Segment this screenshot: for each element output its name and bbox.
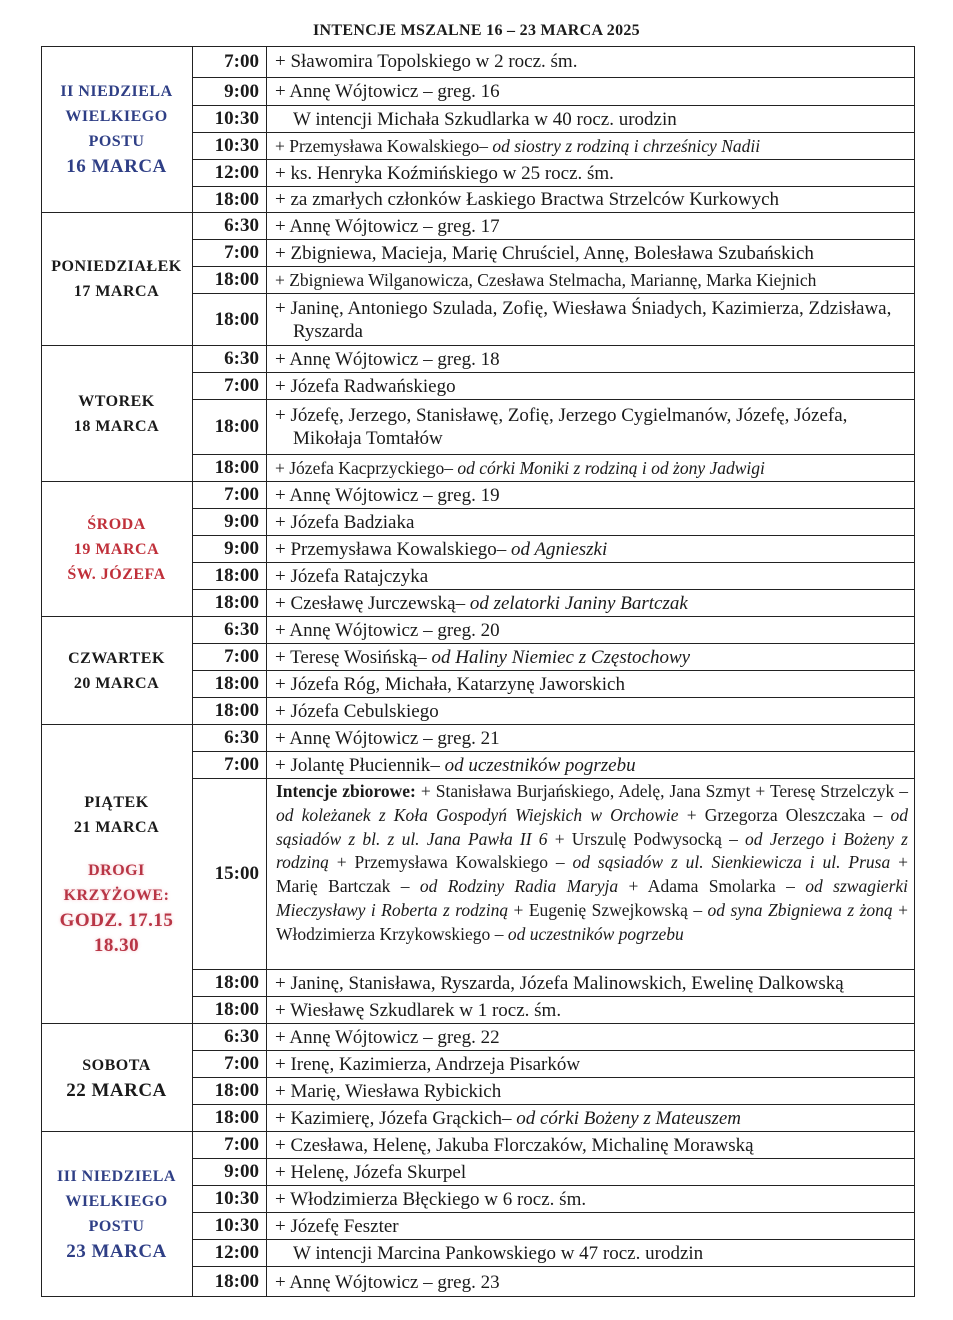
day-cell (41, 46, 193, 213)
day-label-line: ŚRODA (87, 515, 146, 533)
intention-main: + Józefę, Jerzego, Stanisławę, Zofię, Jerzego Cygielmanów, Józefę, Józefa, Mikołaja Tomtałów (275, 405, 848, 449)
intention-main: + Jolantę Płuciennik (275, 754, 431, 776)
intention-text (275, 455, 909, 481)
collective-name: + Urszulę Podwysocką (547, 828, 730, 849)
intention-text (275, 1078, 909, 1104)
mass-time: 7:00 (193, 46, 267, 77)
mass-time: 6:30 (193, 617, 267, 643)
table-row (193, 106, 915, 133)
table-row (193, 1267, 915, 1297)
mass-time: 18:00 (193, 187, 267, 212)
intention-main: + Józefa Kacprzyckiego (275, 457, 445, 478)
table-row (193, 1159, 915, 1186)
mass-time: 12:00 (193, 160, 267, 186)
table-row (193, 1051, 915, 1078)
intention-text (275, 1213, 909, 1239)
day-label-line: III NIEDZIELA (57, 1168, 176, 1185)
table-row (193, 752, 915, 779)
intention-main: + Zbigniewa Wilganowicza, Czesława Stelmacha, Mariannę, Marka Kiejnich (275, 269, 817, 290)
day-label-line: WIELKIEGO (65, 108, 168, 125)
day-label-line: 16 MARCA (66, 156, 167, 177)
intention-offered-by: – od uczestników pogrzebu (430, 754, 636, 776)
mass-time: 12:00 (193, 1240, 267, 1266)
intention-main: + Irenę, Kazimierza, Andrzeja Pisarków (275, 1053, 581, 1075)
intention-main: + Józefa Róg, Michała, Katarzynę Jaworskich (275, 673, 625, 695)
table-row (193, 400, 915, 455)
intention-offered-by: – od Agnieszki (496, 538, 608, 560)
intention-text (275, 400, 909, 454)
mass-time: 10:30 (193, 1186, 267, 1212)
table-row (193, 725, 915, 752)
intention-text (275, 617, 909, 643)
day-cell (41, 1024, 193, 1132)
intention-text (275, 187, 909, 212)
table-row (193, 160, 915, 187)
mass-time: 9:00 (193, 78, 267, 105)
collective-offered-by: – od Rodziny Radia Maryja (400, 876, 619, 897)
mass-time: 10:30 (193, 106, 267, 132)
way-of-cross-note: DROGI (88, 862, 145, 879)
day-label-line: PONIEDZIAŁEK (51, 258, 182, 275)
day-cell (41, 725, 193, 1024)
table-row (193, 294, 915, 346)
intention-main: + Przemysława Kowalskiego (275, 135, 480, 156)
day-label-line: POSTU (88, 1218, 145, 1235)
mass-time: 10:30 (193, 133, 267, 159)
intention-main: + Annę Wójtowicz – greg. 20 (275, 619, 500, 641)
mass-time: 18:00 (193, 671, 267, 697)
mass-time: 18:00 (193, 1267, 267, 1297)
table-row (193, 187, 915, 213)
intention-text (275, 294, 909, 345)
day-label-line: 22 MARCA (66, 1079, 167, 1101)
mass-time: 18:00 (193, 970, 267, 996)
day-label-line: CZWARTEK (68, 649, 165, 667)
table-row (193, 46, 915, 78)
collective-intentions (276, 780, 908, 947)
mass-time: 7:00 (193, 1132, 267, 1158)
intention-main: W intencji Michała Szkudlarka w 40 rocz. urodzin (293, 108, 677, 130)
intention-offered-by: – od zelatorki Janiny Bartczak (455, 592, 688, 614)
collective-offered-by: – od uczestników pogrzebu (494, 923, 684, 944)
intention-offered-by: – od Haliny Niemiec z Częstochowy (417, 646, 691, 668)
day-cell (41, 482, 193, 617)
intention-main: + Janinę, Antoniego Szulada, Zofię, Wiesława Śniadych, Kazimierza, Zdzisława, Ryszarda (275, 297, 892, 342)
intention-main: + Przemysława Kowalskiego (275, 538, 497, 560)
mass-time: 7:00 (193, 1051, 267, 1077)
table-row (193, 617, 915, 644)
day-label-line: 20 MARCA (73, 674, 160, 692)
intention-main: + Annę Wójtowicz – greg. 18 (275, 348, 500, 370)
day-label-line: 21 MARCA (73, 819, 160, 836)
table-row (193, 671, 915, 698)
intention-main: + Czesławę Jurczewską (275, 592, 456, 614)
intention-main: + Annę Wójtowicz – greg. 19 (275, 484, 500, 506)
intention-text (275, 1159, 909, 1185)
day-label-line: 17 MARCA (73, 283, 160, 300)
table-row (193, 1186, 915, 1213)
intention-offered-by: – od córki Bożeny z Mateuszem (501, 1107, 742, 1129)
intention-text (275, 78, 909, 105)
collective-name: + Przemysława Kowalskiego (328, 852, 556, 873)
day-cell (41, 346, 193, 482)
intention-main: + Włodzimierza Błęckiego w 6 rocz. śm. (275, 1188, 587, 1210)
table-row (193, 1105, 915, 1132)
mass-time: 18:00 (193, 698, 267, 724)
table-row (193, 644, 915, 671)
collective-offered-by: – od Jerzego i Bożeny z rodziną (276, 828, 908, 873)
mass-time: 18:00 (193, 590, 267, 616)
table-row (193, 1078, 915, 1105)
day-label-line: WIELKIEGO (65, 1193, 168, 1210)
intention-text (275, 536, 909, 562)
day-cell (41, 617, 193, 725)
table-row (193, 455, 915, 482)
table-row (193, 1240, 915, 1267)
day-cell (41, 213, 193, 346)
table-row (193, 482, 915, 509)
intention-text (275, 133, 909, 159)
mass-time: 7:00 (193, 482, 267, 508)
mass-time: 7:00 (193, 644, 267, 670)
intention-text (275, 671, 909, 697)
intention-text (293, 1240, 909, 1266)
table-row (193, 133, 915, 160)
table-row (193, 373, 915, 400)
intention-text (275, 698, 909, 724)
intention-main: + Józefę Feszter (275, 1215, 399, 1237)
collective-name: + Stanisława Burjańskiego, Adelę, Jana Szmyt + Teresę Strzelczyk (415, 781, 900, 801)
intention-text (275, 590, 909, 616)
collective-offered-by: – od szwagierki Mieczysławy i Roberta z rodziną (276, 876, 909, 920)
intention-offered-by: – od córki Moniki z rodziną i od żony Jadwigi (444, 457, 765, 478)
mass-time: 9:00 (193, 1159, 267, 1185)
mass-time: 18:00 (193, 997, 267, 1023)
intention-main: + Józefa Radwańskiego (275, 375, 456, 397)
table-row (193, 509, 915, 536)
intention-main: + Janinę, Stanisława, Ryszarda, Józefa Malinowskich, Ewelinę Dalkowską (275, 972, 844, 994)
table-row (193, 970, 915, 997)
mass-time: 18:00 (193, 1078, 267, 1104)
intention-text (275, 373, 909, 399)
mass-time: 18:00 (193, 400, 267, 454)
day-label-line: ŚW. JÓZEFA (67, 565, 166, 583)
collective-name: + Włodzimierza Krzykowskiego (276, 899, 908, 944)
intention-main: + Annę Wójtowicz – greg. 23 (275, 1271, 500, 1293)
mass-time: 18:00 (193, 1105, 267, 1131)
intention-main: + Annę Wójtowicz – greg. 21 (275, 727, 500, 749)
intention-text (275, 725, 909, 751)
table-row (193, 698, 915, 725)
day-label-line: II NIEDZIELA (60, 83, 173, 100)
intention-main: + za zmarłych członków Łaskiego Bractwa Strzelców Kurkowych (275, 189, 780, 210)
intention-text (275, 1132, 909, 1158)
mass-time: 18:00 (193, 267, 267, 293)
collective-offered-by: – od koleżanek z Koła Gospodyń Wiejskich w Orchowie (276, 781, 909, 825)
table-row (193, 997, 915, 1024)
intention-main: + Wiesławę Szkudlarek w 1 rocz. śm. (275, 999, 562, 1021)
mass-time: 9:00 (193, 536, 267, 562)
mass-time: 6:30 (193, 1024, 267, 1050)
intention-main: + Helenę, Józefa Skurpel (275, 1161, 467, 1183)
intention-text (275, 1024, 909, 1050)
intention-text (275, 1051, 909, 1077)
collective-offered-by: – od sąsiadów z ul. Sienkiewicza i ul. Prusa (555, 852, 891, 873)
mass-time: 7:00 (193, 240, 267, 266)
mass-time: 6:30 (193, 346, 267, 372)
table-row (193, 1132, 915, 1159)
intention-main: + Józefa Badziaka (275, 511, 415, 533)
day-label-line: PIĄTEK (84, 794, 149, 811)
table-row (193, 346, 915, 373)
intention-main: + Józefa Ratajczyka (275, 565, 429, 587)
way-of-cross-note: 18.30 (93, 935, 140, 956)
table-row (193, 240, 915, 267)
day-label-line: 19 MARCA (73, 540, 160, 558)
collective-name: + Marię Bartczak (276, 852, 908, 897)
intention-text (275, 644, 909, 670)
mass-time: 10:30 (193, 1213, 267, 1239)
mass-time: 7:00 (193, 752, 267, 778)
day-label-line: 18 MARCA (73, 417, 160, 435)
mass-time: 7:00 (193, 373, 267, 399)
intention-main: + Marię, Wiesława Rybickich (275, 1080, 502, 1102)
collective-name: + Adama Smolarka (618, 876, 787, 897)
intention-text (275, 997, 909, 1023)
intention-text (275, 240, 909, 266)
mass-time: 6:30 (193, 213, 267, 239)
intention-main: + ks. Henryka Koźmińskiego w 25 rocz. śm. (275, 162, 614, 184)
collective-offered-by: – od sąsiadów z bl. z ul. Jana Pawła II 6 (276, 804, 909, 849)
intention-text (275, 482, 909, 508)
intention-text (293, 106, 909, 132)
intention-text (275, 1186, 909, 1212)
intention-main: W intencji Marcina Pankowskiego w 47 rocz. urodzin (293, 1242, 704, 1264)
intention-text (275, 1267, 909, 1297)
day-label-line: SOBOTA (82, 1056, 151, 1074)
mass-time: 9:00 (193, 509, 267, 535)
intention-main: + Czesława, Helenę, Jakuba Florczaków, Michalinę Morawską (275, 1134, 754, 1156)
day-label-line: 23 MARCA (66, 1241, 167, 1262)
intention-text (275, 46, 909, 77)
mass-time: 18:00 (193, 563, 267, 589)
mass-time: 15:00 (193, 779, 267, 969)
intention-main: + Kazimierę, Józefa Grąckich (275, 1107, 502, 1129)
intention-main: + Annę Wójtowicz – greg. 16 (275, 81, 500, 102)
page-title: INTENCJE MSZALNE 16 – 23 MARCA 2025 (313, 22, 640, 39)
intention-text (275, 970, 909, 996)
intention-text (275, 213, 909, 239)
collective-name: + Eugenię Szwejkowską (508, 899, 694, 920)
collective-offered-by: – od syna Zbigniewa z żoną (693, 899, 893, 920)
intention-text (275, 346, 909, 372)
intention-main: + Józefa Cebulskiego (275, 700, 439, 722)
intention-text (275, 160, 909, 186)
mass-time: 6:30 (193, 725, 267, 751)
intention-main: + Zbigniewa, Macieja, Marię Chruściel, Annę, Bolesława Szubańskich (275, 242, 814, 264)
collective-name: + Grzegorza Oleszczaka (678, 804, 874, 825)
mass-time: 18:00 (193, 455, 267, 481)
table-row (193, 1024, 915, 1051)
table-row (193, 213, 915, 240)
day-cell (41, 1132, 193, 1297)
intention-text (275, 509, 909, 535)
intention-main: + Teresę Wosińską (275, 646, 418, 668)
intention-main: + Sławomira Topolskiego w 2 rocz. śm. (275, 51, 578, 72)
table-row (193, 563, 915, 590)
collective-label: Intencje zbiorowe: (276, 781, 416, 801)
table-row (193, 1213, 915, 1240)
way-of-cross-note: KRZYŻOWE: (63, 887, 170, 904)
table-row (193, 267, 915, 294)
intention-offered-by: – od siostry z rodziną i chrześnicy Nadii (479, 135, 761, 156)
mass-time: 18:00 (193, 294, 267, 345)
intention-text (275, 563, 909, 589)
table-row (193, 536, 915, 563)
intention-main: + Annę Wójtowicz – greg. 22 (275, 1026, 500, 1048)
intention-main: + Annę Wójtowicz – greg. 17 (275, 215, 500, 237)
intention-text (275, 1105, 909, 1131)
day-label-line: WTOREK (78, 392, 155, 410)
table-row (193, 590, 915, 617)
intention-text (275, 267, 909, 293)
day-label-line: POSTU (88, 133, 145, 150)
intention-text (275, 752, 909, 778)
way-of-cross-note: GODZ. 17.15 (59, 910, 174, 931)
table-row (193, 78, 915, 106)
